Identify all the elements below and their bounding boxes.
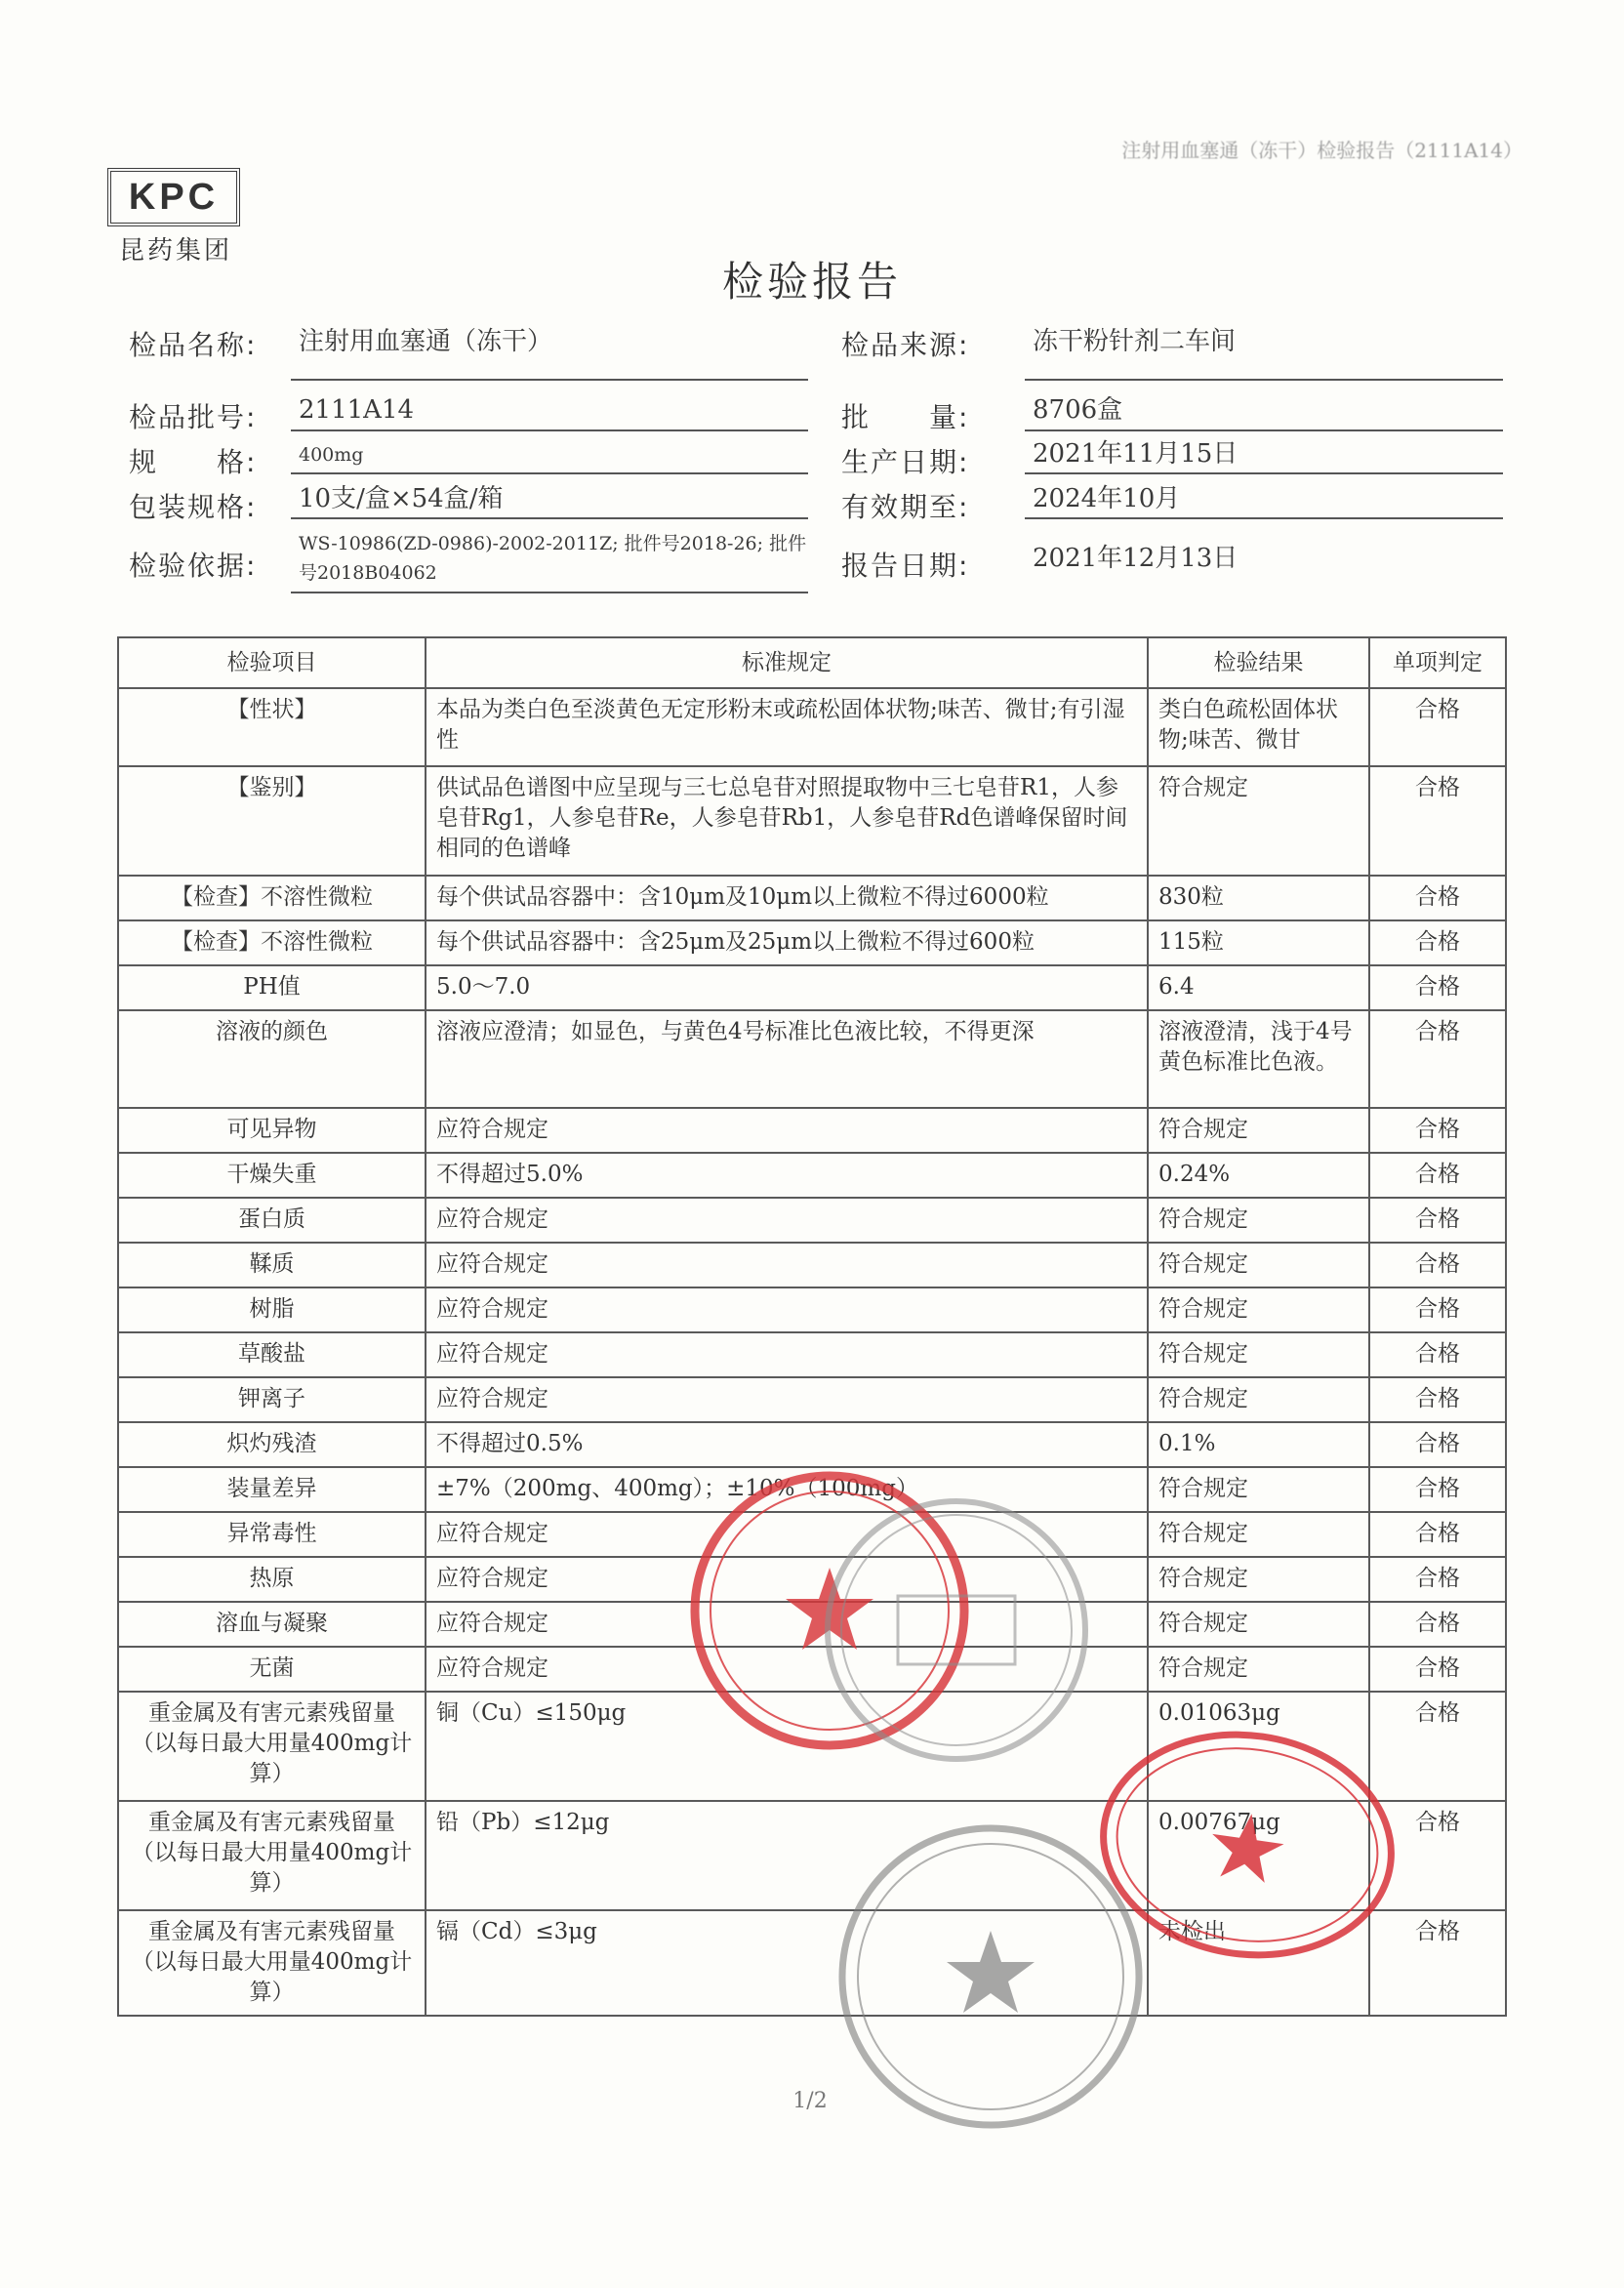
product-name-label: 检品名称: — [129, 329, 258, 361]
row-standard-cell: 应符合规定 — [426, 1647, 1148, 1692]
table-header-row — [118, 637, 1506, 688]
row-item-cell: 干燥失重 — [118, 1153, 426, 1198]
row-verdict-cell: 合格 — [1369, 1647, 1506, 1692]
row-verdict-cell: 合格 — [1369, 1243, 1506, 1287]
row-item-cell: 溶血与凝聚 — [118, 1602, 426, 1647]
report-date-value: 2021年12月13日 — [1033, 544, 1238, 573]
row-item-cell: 异常毒性 — [118, 1512, 426, 1557]
header-item: 检验项目 — [118, 637, 426, 688]
row-standard-cell: 应符合规定 — [426, 1512, 1148, 1557]
row-verdict-cell: 合格 — [1369, 1377, 1506, 1422]
table-row — [118, 1377, 1506, 1422]
row-item-cell: 溶液的颜色 — [118, 1010, 426, 1108]
row-verdict-cell: 合格 — [1369, 766, 1506, 876]
row-standard-cell: 镉（Cd）≤3μg — [426, 1910, 1148, 2016]
basis-label: 检验依据: — [129, 550, 258, 582]
row-item-cell: 炽灼残渣 — [118, 1422, 426, 1467]
row-verdict-cell: 合格 — [1369, 1512, 1506, 1557]
row-result-cell: 0.24% — [1148, 1153, 1369, 1198]
page-number: 1/2 — [792, 2089, 828, 2113]
row-item-cell: 可见异物 — [118, 1108, 426, 1153]
row-standard-cell: 每个供试品容器中：含10μm及10μm以上微粒不得过6000粒 — [426, 876, 1148, 920]
row-standard-cell: 应符合规定 — [426, 1377, 1148, 1422]
row-item-cell: 装量差异 — [118, 1467, 426, 1512]
row-verdict-cell: 合格 — [1369, 1801, 1506, 1910]
mfg-date-value: 2021年11月15日 — [1025, 435, 1503, 474]
package-value: 10支/盒×54盒/箱 — [291, 480, 808, 519]
row-item-cell: 草酸盐 — [118, 1332, 426, 1377]
table-row — [118, 1198, 1506, 1243]
row-result-cell: 符合规定 — [1148, 1243, 1369, 1287]
row-item-cell: 钾离子 — [118, 1377, 426, 1422]
row-result-cell: 符合规定 — [1148, 1647, 1369, 1692]
row-result-cell: 0.01063μg — [1148, 1692, 1369, 1801]
row-verdict-cell: 合格 — [1369, 1198, 1506, 1243]
row-standard-cell: 每个供试品容器中：含25μm及25μm以上微粒不得过600粒 — [426, 920, 1148, 965]
row-result-cell: 符合规定 — [1148, 1467, 1369, 1512]
row-item-cell: 【鉴别】 — [118, 766, 426, 876]
row-verdict-cell: 合格 — [1369, 1422, 1506, 1467]
row-standard-cell: 供试品色谱图中应呈现与三七总皂苷对照提取物中三七皂苷R1，人参皂苷Rg1，人参皂苷Re，人参皂苷Rb1，人参皂苷Rd色谱峰保留时间相同的色谱峰 — [426, 766, 1148, 876]
table-row — [118, 766, 1506, 876]
table-row — [118, 1287, 1506, 1332]
header-result: 检验结果 — [1148, 637, 1369, 688]
header-code: 注射用血塞通（冻干）检验报告（2111A14） — [1121, 139, 1522, 162]
row-standard-cell: 铅（Pb）≤12μg — [426, 1801, 1148, 1910]
row-item-cell: 无菌 — [118, 1647, 426, 1692]
row-standard-cell: 应符合规定 — [426, 1108, 1148, 1153]
header-verdict: 单项判定 — [1369, 637, 1506, 688]
grey-hospital-seal — [830, 1816, 1152, 2138]
row-verdict-cell: 合格 — [1369, 1010, 1506, 1108]
table-row — [118, 688, 1506, 766]
quantity-label: 批 量: — [841, 401, 970, 433]
table-row — [118, 1332, 1506, 1377]
row-standard-cell: 应符合规定 — [426, 1332, 1148, 1377]
product-name-value: 注射用血塞通（冻干） — [291, 318, 808, 381]
row-standard-cell: 应符合规定 — [426, 1198, 1148, 1243]
report-date-label: 报告日期: — [841, 550, 970, 582]
row-result-cell: 未检出 — [1148, 1910, 1369, 2016]
row-verdict-cell: 合格 — [1369, 965, 1506, 1010]
table-row — [118, 876, 1506, 920]
spec-value: 400mg — [291, 437, 808, 474]
row-result-cell: 符合规定 — [1148, 1557, 1369, 1602]
row-standard-cell: 应符合规定 — [426, 1602, 1148, 1647]
row-result-cell: 符合规定 — [1148, 1108, 1369, 1153]
row-verdict-cell: 合格 — [1369, 920, 1506, 965]
logo-mark: KPC — [107, 168, 240, 226]
row-verdict-cell: 合格 — [1369, 688, 1506, 766]
source-label: 检品来源: — [841, 329, 970, 361]
row-item-cell: 【检查】不溶性微粒 — [118, 920, 426, 965]
row-item-cell: 重金属及有害元素残留量（以每日最大用量400mg计算） — [118, 1801, 426, 1910]
expiry-value: 2024年10月 — [1025, 480, 1503, 519]
row-verdict-cell: 合格 — [1369, 1287, 1506, 1332]
page-title: 检验报告 — [721, 258, 902, 306]
row-standard-cell: 应符合规定 — [426, 1287, 1148, 1332]
batch-no-label: 检品批号: — [129, 401, 258, 433]
header-standard: 标准规定 — [426, 637, 1148, 688]
table-row — [118, 1243, 1506, 1287]
row-result-cell: 符合规定 — [1148, 1198, 1369, 1243]
row-verdict-cell: 合格 — [1369, 1332, 1506, 1377]
spec-label: 规 格: — [129, 446, 258, 478]
logo-name: 昆药集团 — [118, 236, 232, 266]
row-item-cell: 【性状】 — [118, 688, 426, 766]
row-result-cell: 0.1% — [1148, 1422, 1369, 1467]
table-row — [118, 920, 1506, 965]
row-result-cell: 符合规定 — [1148, 1287, 1369, 1332]
source-value: 冻干粉针剂二车间 — [1025, 318, 1503, 381]
table-row — [118, 1422, 1506, 1467]
row-result-cell: 830粒 — [1148, 876, 1369, 920]
package-label: 包装规格: — [129, 491, 258, 523]
row-verdict-cell: 合格 — [1369, 1692, 1506, 1801]
batch-no-value: 2111A14 — [291, 390, 808, 431]
row-verdict-cell: 合格 — [1369, 1108, 1506, 1153]
row-item-cell: 树脂 — [118, 1287, 426, 1332]
row-verdict-cell: 合格 — [1369, 1153, 1506, 1198]
row-standard-cell: 铜（Cu）≤150μg — [426, 1692, 1148, 1801]
row-verdict-cell: 合格 — [1369, 876, 1506, 920]
row-standard-cell: 5.0～7.0 — [426, 965, 1148, 1010]
row-verdict-cell: 合格 — [1369, 1602, 1506, 1647]
table-row — [118, 1010, 1506, 1108]
row-result-cell: 符合规定 — [1148, 1332, 1369, 1377]
row-standard-cell: 应符合规定 — [426, 1243, 1148, 1287]
row-verdict-cell: 合格 — [1369, 1910, 1506, 2016]
row-result-cell: 符合规定 — [1148, 766, 1369, 876]
row-result-cell: 类白色疏松固体状物;味苦、微甘 — [1148, 688, 1369, 766]
quantity-value: 8706盒 — [1025, 390, 1503, 431]
table-row — [118, 1153, 1506, 1198]
row-standard-cell: 本品为类白色至淡黄色无定形粉末或疏松固体状物;味苦、微甘;有引湿性 — [426, 688, 1148, 766]
row-result-cell: 6.4 — [1148, 965, 1369, 1010]
row-standard-cell: ±7%（200mg、400mg）；±10%（100mg） — [426, 1467, 1148, 1512]
expiry-label: 有效期至: — [841, 491, 970, 523]
row-result-cell: 0.00767μg — [1148, 1801, 1369, 1910]
table-row — [118, 1108, 1506, 1153]
row-result-cell: 符合规定 — [1148, 1512, 1369, 1557]
row-item-cell: 【检查】不溶性微粒 — [118, 876, 426, 920]
row-verdict-cell: 合格 — [1369, 1557, 1506, 1602]
row-standard-cell: 不得超过0.5% — [426, 1422, 1148, 1467]
table-row — [118, 965, 1506, 1010]
row-verdict-cell: 合格 — [1369, 1467, 1506, 1512]
row-item-cell: 鞣质 — [118, 1243, 426, 1287]
row-result-cell: 115粒 — [1148, 920, 1369, 965]
row-item-cell: 蛋白质 — [118, 1198, 426, 1243]
row-result-cell: 符合规定 — [1148, 1602, 1369, 1647]
row-result-cell: 符合规定 — [1148, 1377, 1369, 1422]
row-standard-cell: 不得超过5.0% — [426, 1153, 1148, 1198]
basis-value: WS-10986(ZD-0986)-2002-2011Z; 批件号2018-26; 批件号2018B04062 — [291, 529, 808, 593]
mfg-date-label: 生产日期: — [841, 446, 970, 478]
row-item-cell: 重金属及有害元素残留量（以每日最大用量400mg计算） — [118, 1910, 426, 2016]
row-standard-cell: 溶液应澄清；如显色，与黄色4号标准比色液比较，不得更深 — [426, 1010, 1148, 1108]
grey-quality-seal — [815, 1489, 1098, 1772]
row-item-cell: 热原 — [118, 1557, 426, 1602]
row-result-cell: 溶液澄清，浅于4号黄色标准比色液。 — [1148, 1010, 1369, 1108]
row-item-cell: 重金属及有害元素残留量（以每日最大用量400mg计算） — [118, 1692, 426, 1801]
row-standard-cell: 应符合规定 — [426, 1557, 1148, 1602]
row-item-cell: PH值 — [118, 965, 426, 1010]
